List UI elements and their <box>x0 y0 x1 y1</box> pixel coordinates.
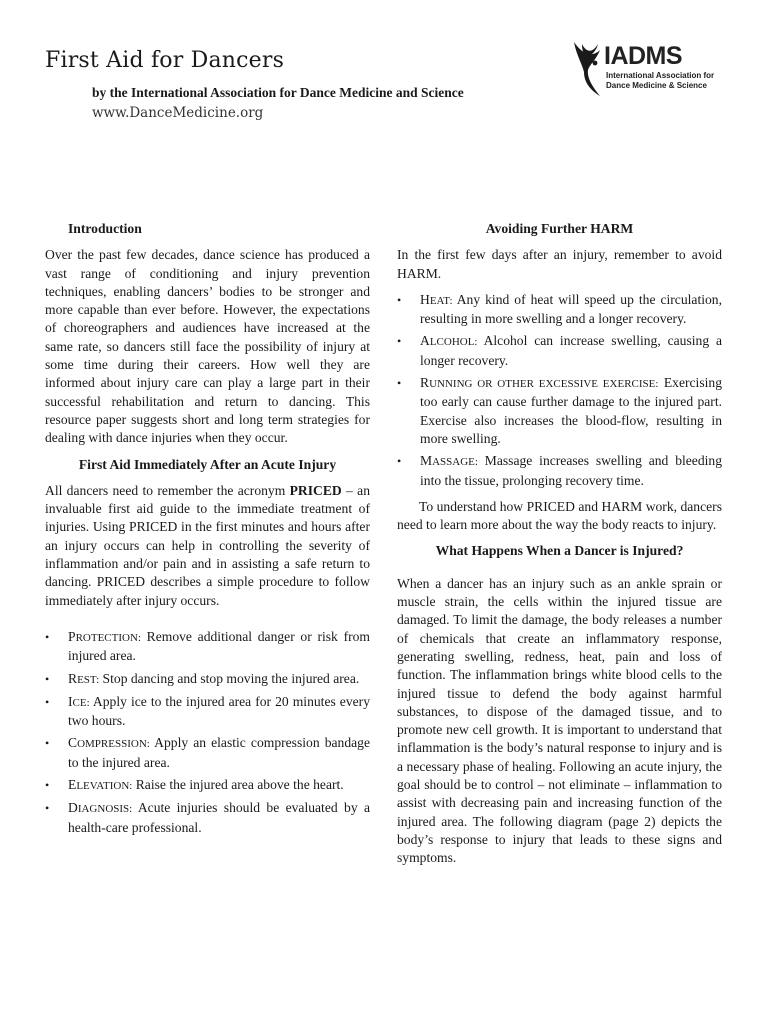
dancer-logo-icon <box>570 40 604 98</box>
logo-subtitle-line-2: Dance Medicine & Science <box>606 80 707 90</box>
bullet-icon: • <box>45 801 50 816</box>
bullet-icon: • <box>45 629 50 644</box>
priced-acronym: PRICED <box>289 482 342 498</box>
list-item: • ALCOHOL: Alcohol can increase swelling, causing a longer recovery. <box>397 333 722 368</box>
list-item: • ELEVATION: Raise the injured area above the heart. <box>45 776 370 795</box>
bullet-icon: • <box>397 376 402 391</box>
bullet-icon: • <box>45 671 50 686</box>
harm-intro: In the first few days after an injury, remember to avoid HARM. <box>397 247 722 281</box>
list-item: • PROTECTION: Remove additional danger or risk from injured area. <box>45 628 370 664</box>
bullet-icon: • <box>45 736 50 751</box>
iadms-logo <box>570 40 730 100</box>
injured-paragraph: When a dancer has an injury such as an ankle sprain or muscle strain, the cells within the injured tissue are damaged. To limit the damage, the body releases a number of chemicals that create an inflammatory response, generating swelling, redness, heat, pain and loss of function. The inflammation brings white blood cells to the injured tissue to defend the body against harmful substances, to dispose of the damaged tissue, and to promote new cell growth. It is important to understand that inflammation is the body’s natural response to injury and is a necessary phase of healing. Following an acute injury, the goal should be to control – not eliminate – inflammation to assist with decreasing pain and increasing function of the injured area. The following diagram (page 2) depicts the body’s response to injury that leads to these signs and symptoms. <box>397 575 722 866</box>
injured-heading: What Happens When a Dancer is Injured? <box>435 543 684 559</box>
bullet-icon: • <box>397 292 402 307</box>
bullet-icon: • <box>45 778 50 793</box>
logo-subtitle-line-1: International Association for <box>606 71 715 80</box>
introduction-paragraph: Over the past few decades, dance science has produced a vast range of conditioning and injury prevention techniques, enabling dancers’ bodies to be stronger and more capable than ever before. However, the expectations of choreographers and audiences have increased at the same rate, so dancers still face the possibility of injury at some time during their careers. How well they are informed about injury care can play a large part in their successful rehabilitation and return to dancing. This resource paper suggests short and long term strategies for dealing with dance injuries when they occur. <box>45 247 370 446</box>
logo-wordmark: IADMS <box>604 42 683 70</box>
logo-subtitle <box>606 71 714 90</box>
harm-list <box>397 291 722 490</box>
list-item: • REST: Stop dancing and stop moving the injured area. <box>45 670 370 689</box>
bullet-icon: • <box>397 334 402 349</box>
website-url: www.DanceMedicine.org <box>92 105 264 121</box>
bullet-icon: • <box>397 454 402 469</box>
list-item: • MASSAGE: Massage increases swelling and bleeding into the tissue, prolonging recovery time. <box>397 453 722 488</box>
first-aid-text-pre: All dancers need to remember the acronym <box>45 482 290 498</box>
left-column <box>45 220 370 845</box>
first-aid-paragraph <box>45 482 370 610</box>
page-title: First Aid for Dancers <box>45 48 285 73</box>
first-aid-heading: First Aid Immediately After an Acute Injury <box>78 456 337 472</box>
list-item: • COMPRESSION: Apply an elastic compression bandage to the injured area. <box>45 735 370 770</box>
bullet-icon: • <box>45 694 50 709</box>
introduction-heading: Introduction <box>68 221 142 236</box>
list-item: • HEAT: Any kind of heat will speed up the circulation, resulting in more swelling and a longer recovery. <box>397 291 722 327</box>
first-aid-text-post: – an invaluable first aid guide to the immediate treatment of injuries. Using PRICED in the first minutes and hours after an injury occurs can help in controlling the severity of inflammation and/or pain and in assisting a safe return to dancing. PRICED describes a simple procedure to follow immediately after injury occurs. <box>45 482 370 608</box>
priced-list <box>45 628 370 837</box>
harm-outro: To understand how PRICED and HARM work, dancers need to learn more about the way the body reacts to injury. <box>397 498 722 533</box>
right-column <box>397 220 722 876</box>
harm-heading: Avoiding Further HARM <box>485 221 634 236</box>
list-item: • ICE: Apply ice to the injured area for 20 minutes every two hours. <box>45 693 370 729</box>
list-item: • RUNNING OR OTHER EXCESSIVE EXERCISE: Exercising too early can cause further damage to the injured part. Exercise also increases the blood-flow, resulting in more swelling. <box>397 375 722 446</box>
byline: by the International Association for Dance Medicine and Science <box>92 85 464 100</box>
list-item: • DIAGNOSIS: Acute injuries should be evaluated by a health-care professional. <box>45 800 370 835</box>
